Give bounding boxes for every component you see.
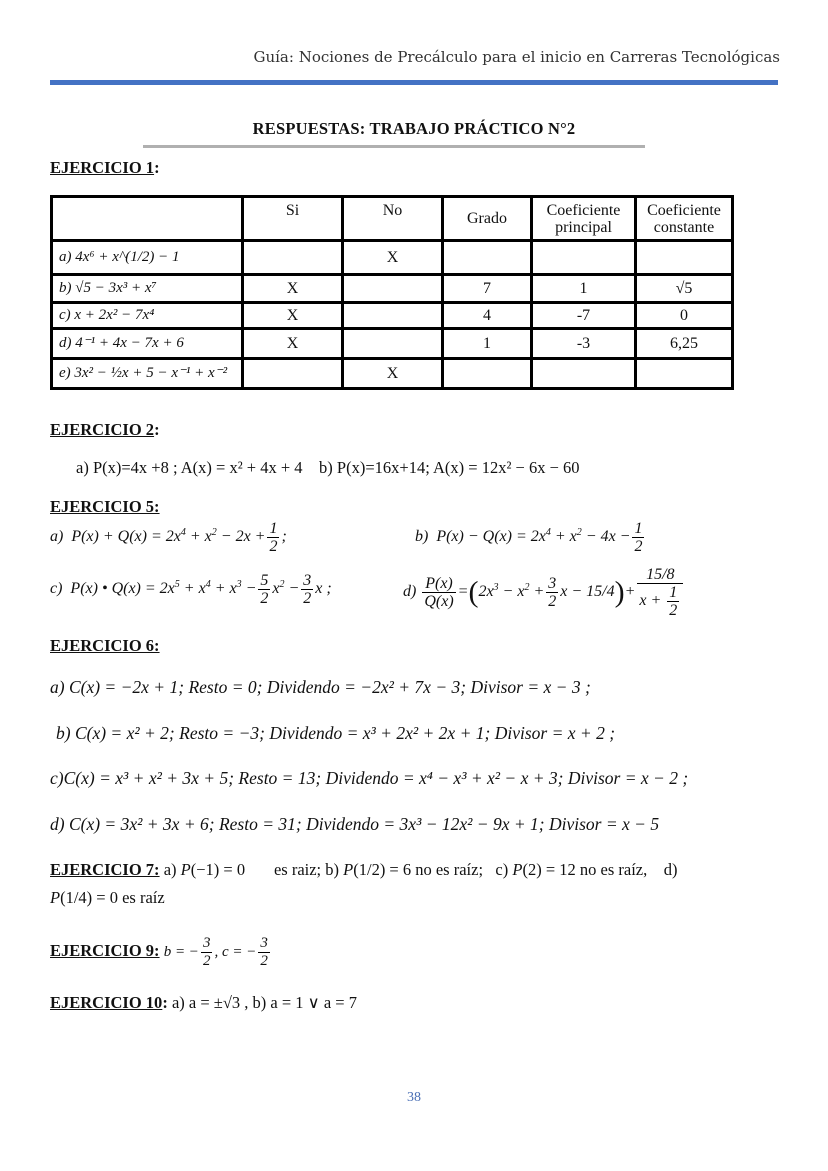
ej9-block: EJERCICIO 9: b = − $\frac{3}{2}$ , c = − $\frac{3}{2}$ xyxy=(50,935,268,969)
table-cell: X xyxy=(243,329,343,359)
table-row xyxy=(52,329,733,359)
table-cell xyxy=(343,303,443,329)
ej10-block: EJERCICIO 10: a) a = ±√3 , b) a = 1 ∨ a = 7 xyxy=(50,993,357,1012)
ej5-answer-c: c) P(x) • $Q(x) = 2x^5 + x^4 + x^3$ − $\frac{5}{2}$ $x^2$ − $\frac{3}{2}$ x ; xyxy=(50,572,332,607)
table-cell: -7 xyxy=(532,303,636,329)
table-cell: 1 xyxy=(532,275,636,303)
table-cell xyxy=(636,241,733,275)
table-header-cell: Si xyxy=(243,197,343,241)
ej10-heading: EJERCICIO 10 xyxy=(50,993,163,1012)
table-cell xyxy=(343,329,443,359)
table-row xyxy=(52,359,733,389)
table-row xyxy=(52,275,733,303)
table-cell xyxy=(243,241,343,275)
ej5-answer-d: d) $\frac{P(x)}{Q(x)}$ $=(2x^3 - x^2$ + $\frac{3}{2}$ x − 15/4)+ 15/8 x + $\frac{1}{2}$ xyxy=(403,566,685,619)
table-cell: a) 4x⁶ + x^(1/2) − 1 xyxy=(52,241,243,275)
ej1-heading: EJERCICIO 1: xyxy=(50,158,160,177)
ej6-answer-d: d) C(x) = 3x² + 3x + 6; Resto = 31; Dividendo = 3x³ − 12x² − 9x + 1; Divisor = x − 5 xyxy=(50,814,660,834)
table-header-cell xyxy=(52,197,243,241)
table-cell: 0 xyxy=(636,303,733,329)
table-row xyxy=(52,241,733,275)
page-number: 38 xyxy=(407,1090,421,1105)
table-cell xyxy=(443,241,532,275)
ej5-heading: EJERCICIO 5: xyxy=(50,497,160,516)
table-cell xyxy=(443,359,532,389)
table-cell xyxy=(636,359,733,389)
table-cell: d) 4⁻¹ + 4x − 7x + 6 xyxy=(52,329,243,359)
ej2-answer-a: a) P(x)=4x +8 ; A(x) = x² + 4x + 4 xyxy=(76,458,303,477)
ej6-answer-c: c)C(x) = x³ + x² + 3x + 5; Resto = 13; Dividendo = x⁴ − x³ + x² − x + 3; Divisor = x − 2 ; xyxy=(50,768,689,788)
table-header-cell: Coeficiente constante xyxy=(636,197,733,241)
title-rule xyxy=(143,145,645,148)
table-cell: 7 xyxy=(443,275,532,303)
table-cell xyxy=(532,359,636,389)
table-row xyxy=(52,303,733,329)
table-cell: X xyxy=(243,275,343,303)
table-cell: X xyxy=(343,241,443,275)
table-cell xyxy=(343,275,443,303)
ej7-block: EJERCICIO 7: a) P(−1) = 0 es raiz; b) P(1/2) = 6 no es raíz; c) P(2) = 12 no es raíz, d) P(1/4) = 0 es raíz xyxy=(50,860,678,907)
ej7-heading: EJERCICIO 7: xyxy=(50,860,160,879)
table-header-cell: Coeficiente principal xyxy=(532,197,636,241)
ej2-answers xyxy=(76,458,580,478)
table-cell: √5 xyxy=(636,275,733,303)
ej6-answer-a: a) C(x) = −2x + 1; Resto = 0; Dividendo = −2x² + 7x − 3; Divisor = x − 3 ; xyxy=(50,677,591,697)
page-title: RESPUESTAS: TRABAJO PRÁCTICO N°2 xyxy=(252,119,576,138)
table-cell: b) √5 − 3x³ + x⁷ xyxy=(52,275,243,303)
ej6-heading: EJERCICIO 6: xyxy=(50,636,160,655)
ej9-heading: EJERCICIO 9: xyxy=(50,940,160,960)
table-header-cell: Grado xyxy=(443,197,532,241)
ej6-answer-b: b) C(x) = x² + 2; Resto = −3; Dividendo = x³ + 2x² + 2x + 1; Divisor = x + 2 ; xyxy=(56,723,616,743)
ej5-answer-a: a) $P(x) + Q(x) = 2x^4 + x^2 - 2x$ + $\frac{1}{2}$ ; xyxy=(50,520,287,555)
table-cell xyxy=(532,241,636,275)
table-cell: 4 xyxy=(443,303,532,329)
header-rule xyxy=(50,80,778,85)
ej5-answer-b: b) $P(x) - Q(x) = 2x^4 + x^2 - 4x$ − $\frac{1}{2}$ xyxy=(415,520,643,555)
ej1-table xyxy=(50,195,734,390)
table-cell: X xyxy=(343,359,443,389)
ej10-answer: a) a = ±√3 , b) a = 1 ∨ a = 7 xyxy=(171,993,357,1012)
table-cell: e) 3x² − ½x + 5 − x⁻¹ + x⁻² xyxy=(52,359,243,389)
table-header-cell: No xyxy=(343,197,443,241)
table-cell: -3 xyxy=(532,329,636,359)
header-title: Guía: Nociones de Precálculo para el inicio en Carreras Tecnológicas xyxy=(253,48,780,66)
table-cell xyxy=(243,359,343,389)
table-cell: 6,25 xyxy=(636,329,733,359)
ej2-answer-b: b) P(x)=16x+14; A(x) = 12x² − 6x − 60 xyxy=(319,458,580,477)
table-cell: c) x + 2x² − 7x⁴ xyxy=(52,303,243,329)
table-cell: 1 xyxy=(443,329,532,359)
table-cell: X xyxy=(243,303,343,329)
ej2-heading: EJERCICIO 2: xyxy=(50,420,160,439)
